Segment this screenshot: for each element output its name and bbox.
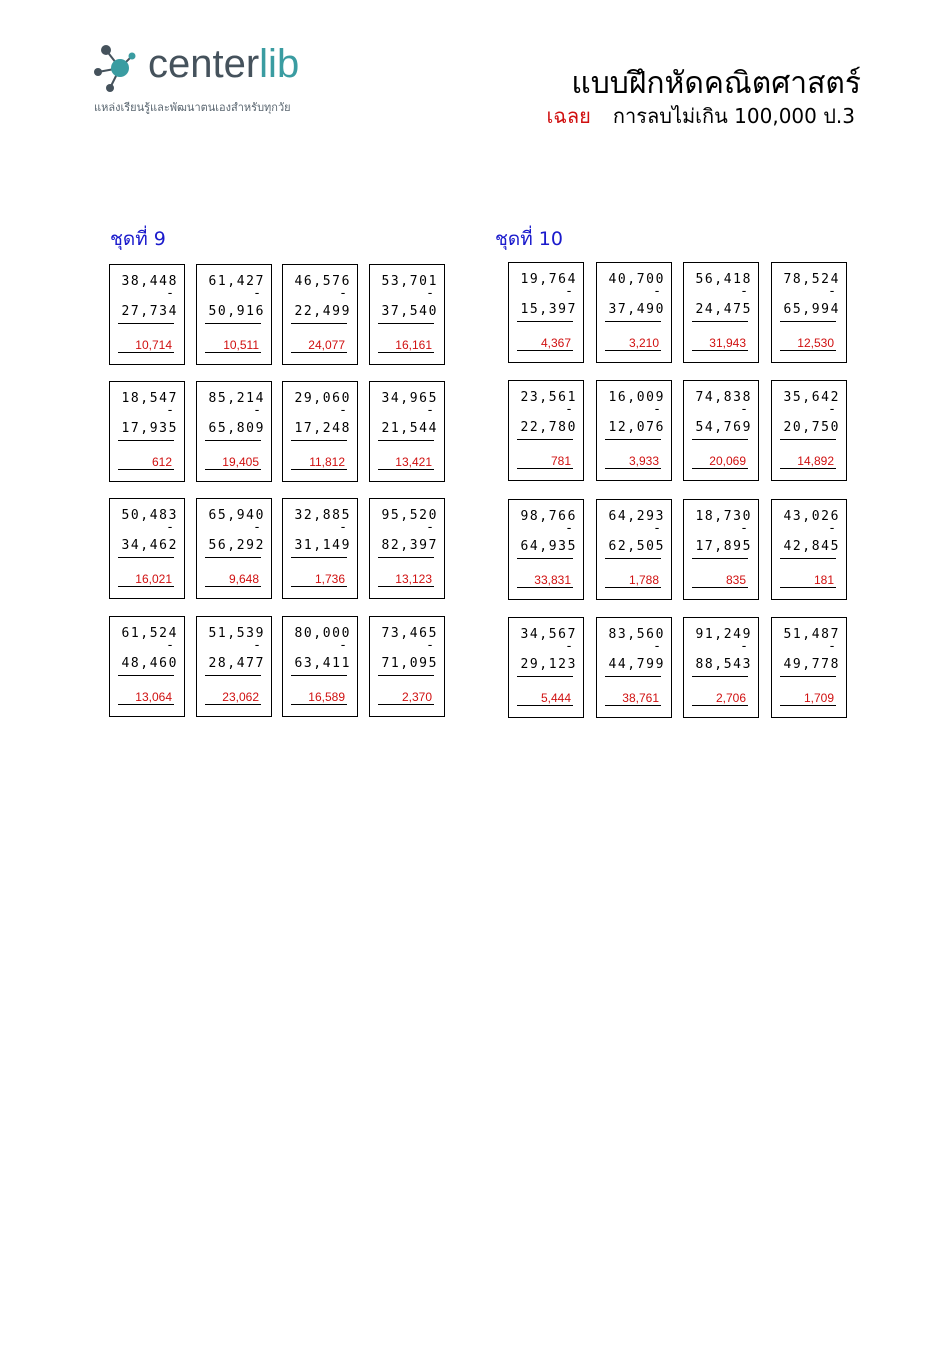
minuend: 19,764 [520, 272, 577, 287]
answer-underline [780, 468, 836, 469]
subtraction-problem-card [771, 499, 847, 600]
answer-underline [692, 587, 748, 588]
answer-value: 5,444 [540, 691, 571, 705]
subtraction-problem-card [508, 262, 584, 363]
answer-key-label: เฉลย [546, 104, 591, 128]
sum-line [291, 557, 347, 558]
sum-line [692, 676, 748, 677]
sum-line [692, 321, 748, 322]
molecule-logo-icon [92, 40, 148, 96]
minus-sign: - [653, 284, 661, 299]
sum-line [205, 557, 261, 558]
sum-line [605, 558, 661, 559]
answer-underline [780, 587, 836, 588]
logo-tagline: แหล่งเรียนรู้และพัฒนาตนเองสำหรับทุกวัย [94, 101, 291, 114]
worksheet-title: แบบฝึกหัดคณิตศาสตร์ [571, 66, 861, 101]
sum-line [517, 558, 573, 559]
minuend: 38,448 [121, 274, 178, 289]
subtraction-problem-card [109, 264, 185, 365]
minus-sign: - [339, 403, 347, 418]
answer-underline [118, 586, 174, 587]
sum-line [118, 440, 174, 441]
subtrahend: 56,292 [208, 538, 265, 553]
sum-line [118, 323, 174, 324]
minuend: 46,576 [294, 274, 351, 289]
subtrahend: 12,076 [608, 420, 665, 435]
subtrahend: 65,809 [208, 421, 265, 436]
answer-value: 4,367 [540, 336, 571, 350]
answer-underline [692, 705, 748, 706]
subtraction-problem-card [508, 617, 584, 718]
answer-underline [205, 704, 261, 705]
sum-line [517, 676, 573, 677]
answer-underline [378, 704, 434, 705]
subtraction-problem-card [109, 616, 185, 717]
answer-value: 19,405 [222, 455, 259, 469]
subtrahend: 28,477 [208, 656, 265, 671]
minus-sign: - [565, 639, 573, 654]
minus-sign: - [653, 639, 661, 654]
subtrahend: 15,397 [520, 302, 577, 317]
sum-line [378, 557, 434, 558]
subtraction-problem-card [771, 617, 847, 718]
subtrahend: 88,543 [695, 657, 752, 672]
subtrahend: 63,411 [294, 656, 351, 671]
minus-sign: - [166, 520, 174, 535]
answer-value: 33,831 [534, 573, 571, 587]
answer-value: 1,709 [803, 691, 834, 705]
answer-underline [517, 468, 573, 469]
sum-line [291, 323, 347, 324]
subtrahend: 50,916 [208, 304, 265, 319]
minuend: 85,214 [208, 391, 265, 406]
subtrahend: 17,248 [294, 421, 351, 436]
subtrahend: 37,490 [608, 302, 665, 317]
minuend: 53,701 [381, 274, 438, 289]
minuend: 65,940 [208, 508, 265, 523]
sum-line [692, 439, 748, 440]
minus-sign: - [339, 286, 347, 301]
subtraction-problem-card [683, 617, 759, 718]
minus-sign: - [253, 520, 261, 535]
set-9-label: ชุดที่ 9 [110, 228, 166, 250]
subtraction-problem-card [196, 616, 272, 717]
minuend: 32,885 [294, 508, 351, 523]
minus-sign: - [828, 521, 836, 536]
sum-line [378, 323, 434, 324]
minus-sign: - [166, 286, 174, 301]
answer-underline [291, 704, 347, 705]
minuend: 34,567 [520, 627, 577, 642]
minuend: 83,560 [608, 627, 665, 642]
sum-line [605, 321, 661, 322]
minus-sign: - [253, 638, 261, 653]
subtrahend: 17,935 [121, 421, 178, 436]
minuend: 51,487 [783, 627, 840, 642]
minus-sign: - [166, 403, 174, 418]
subtraction-problem-card [282, 381, 358, 482]
sum-line [692, 558, 748, 559]
answer-value: 13,123 [395, 572, 432, 586]
answer-underline [517, 705, 573, 706]
answer-value: 38,761 [622, 691, 659, 705]
minuend: 73,465 [381, 626, 438, 641]
answer-underline [517, 587, 573, 588]
answer-value: 10,511 [223, 338, 259, 352]
answer-underline [291, 586, 347, 587]
sum-line [517, 321, 573, 322]
subtrahend: 48,460 [121, 656, 178, 671]
subtrahend: 22,780 [520, 420, 577, 435]
minuend: 61,524 [121, 626, 178, 641]
minuend: 35,642 [783, 390, 840, 405]
answer-value: 16,021 [135, 572, 172, 586]
answer-value: 612 [151, 455, 172, 469]
minus-sign: - [565, 284, 573, 299]
minus-sign: - [740, 402, 748, 417]
answer-underline [378, 586, 434, 587]
subtrahend: 82,397 [381, 538, 438, 553]
answer-value: 2,370 [401, 690, 432, 704]
subtrahend: 34,462 [121, 538, 178, 553]
minus-sign: - [828, 639, 836, 654]
subtraction-problem-card [196, 381, 272, 482]
answer-underline [118, 352, 174, 353]
subtrahend: 17,895 [695, 539, 752, 554]
answer-underline [205, 469, 261, 470]
minus-sign: - [426, 286, 434, 301]
answer-value: 11,812 [309, 455, 345, 469]
sum-line [205, 323, 261, 324]
subtrahend: 29,123 [520, 657, 577, 672]
minus-sign: - [565, 402, 573, 417]
answer-underline [692, 468, 748, 469]
answer-value: 16,589 [308, 690, 345, 704]
answer-underline [291, 352, 347, 353]
minuend: 18,730 [695, 509, 752, 524]
minuend: 64,293 [608, 509, 665, 524]
answer-underline [605, 587, 661, 588]
subtraction-problem-card [369, 498, 445, 599]
minus-sign: - [426, 638, 434, 653]
subtrahend: 24,475 [695, 302, 752, 317]
subtraction-problem-card [596, 617, 672, 718]
answer-underline [605, 468, 661, 469]
subtraction-problem-card [369, 616, 445, 717]
subtraction-problem-card [282, 498, 358, 599]
minus-sign: - [426, 520, 434, 535]
answer-underline [205, 586, 261, 587]
subtraction-problem-card [369, 381, 445, 482]
subtrahend: 37,540 [381, 304, 438, 319]
answer-underline [118, 469, 174, 470]
logo-brand-lib: lib [259, 42, 300, 86]
minuend: 95,520 [381, 508, 438, 523]
minus-sign: - [166, 638, 174, 653]
subtrahend: 27,734 [121, 304, 178, 319]
worksheet-subtitle [546, 100, 855, 132]
subtraction-problem-card [508, 380, 584, 481]
minus-sign: - [653, 402, 661, 417]
subtrahend: 21,544 [381, 421, 438, 436]
answer-underline [605, 705, 661, 706]
answer-underline [378, 352, 434, 353]
minuend: 61,427 [208, 274, 265, 289]
subtraction-problem-card [109, 381, 185, 482]
answer-value: 835 [725, 573, 746, 587]
minuend: 16,009 [608, 390, 665, 405]
answer-value: 24,077 [308, 338, 345, 352]
minuend: 74,838 [695, 390, 752, 405]
subtraction-problem-card [596, 380, 672, 481]
minuend: 34,965 [381, 391, 438, 406]
answer-underline [780, 350, 836, 351]
sum-line [780, 321, 836, 322]
sum-line [118, 557, 174, 558]
subtrahend: 20,750 [783, 420, 840, 435]
sum-line [205, 440, 261, 441]
sum-line [378, 675, 434, 676]
minus-sign: - [339, 638, 347, 653]
answer-value: 14,892 [797, 454, 834, 468]
set-10-label: ชุดที่ 10 [495, 228, 563, 250]
subtraction-problem-card [196, 264, 272, 365]
minus-sign: - [253, 403, 261, 418]
answer-value: 3,210 [628, 336, 659, 350]
minus-sign: - [828, 402, 836, 417]
minuend: 23,561 [520, 390, 577, 405]
minuend: 80,000 [294, 626, 351, 641]
minus-sign: - [828, 284, 836, 299]
answer-value: 12,530 [797, 336, 834, 350]
subtrahend: 22,499 [294, 304, 351, 319]
subtraction-problem-card [771, 380, 847, 481]
answer-underline [291, 469, 347, 470]
minuend: 43,026 [783, 509, 840, 524]
answer-value: 31,943 [709, 336, 746, 350]
subtrahend: 49,778 [783, 657, 840, 672]
answer-value: 23,062 [222, 690, 259, 704]
sum-line [780, 439, 836, 440]
answer-value: 781 [550, 454, 571, 468]
minuend: 18,547 [121, 391, 178, 406]
minuend: 51,539 [208, 626, 265, 641]
sum-line [205, 675, 261, 676]
subtraction-problem-card [282, 264, 358, 365]
subtitle-text: การลบไม่เกิน 100,000 ป.3 [612, 104, 855, 128]
answer-underline [517, 350, 573, 351]
centerlib-logo [92, 40, 352, 120]
minus-sign: - [339, 520, 347, 535]
minus-sign: - [426, 403, 434, 418]
answer-value: 2,706 [715, 691, 746, 705]
logo-brand-center: center [148, 42, 260, 86]
subtrahend: 42,845 [783, 539, 840, 554]
subtraction-problem-card [109, 498, 185, 599]
subtrahend: 71,095 [381, 656, 438, 671]
minus-sign: - [740, 639, 748, 654]
minuend: 29,060 [294, 391, 351, 406]
subtraction-problem-card [683, 262, 759, 363]
subtrahend: 54,769 [695, 420, 752, 435]
answer-value: 16,161 [395, 338, 432, 352]
answer-underline [205, 352, 261, 353]
sum-line [291, 440, 347, 441]
sum-line [291, 675, 347, 676]
subtraction-problem-card [596, 262, 672, 363]
answer-underline [118, 704, 174, 705]
minus-sign: - [253, 286, 261, 301]
sum-line [517, 439, 573, 440]
sum-line [780, 676, 836, 677]
answer-value: 13,421 [395, 455, 432, 469]
answer-value: 1,788 [628, 573, 659, 587]
sum-line [780, 558, 836, 559]
minus-sign: - [740, 521, 748, 536]
sum-line [605, 676, 661, 677]
subtraction-problem-card [508, 499, 584, 600]
answer-underline [780, 705, 836, 706]
subtraction-problem-card [771, 262, 847, 363]
subtrahend: 65,994 [783, 302, 840, 317]
answer-value: 1,736 [314, 572, 345, 586]
sum-line [118, 675, 174, 676]
answer-value: 10,714 [135, 338, 172, 352]
answer-value: 20,069 [709, 454, 746, 468]
subtraction-problem-card [196, 498, 272, 599]
answer-value: 13,064 [135, 690, 172, 704]
sum-line [605, 439, 661, 440]
answer-value: 3,933 [628, 454, 659, 468]
minus-sign: - [740, 284, 748, 299]
subtraction-problem-card [683, 380, 759, 481]
minuend: 50,483 [121, 508, 178, 523]
subtrahend: 64,935 [520, 539, 577, 554]
subtrahend: 31,149 [294, 538, 351, 553]
subtraction-problem-card [596, 499, 672, 600]
subtraction-problem-card [683, 499, 759, 600]
answer-value: 9,648 [228, 572, 259, 586]
minus-sign: - [565, 521, 573, 536]
minus-sign: - [653, 521, 661, 536]
minuend: 91,249 [695, 627, 752, 642]
subtraction-problem-card [282, 616, 358, 717]
answer-underline [692, 350, 748, 351]
answer-underline [378, 469, 434, 470]
subtrahend: 62,505 [608, 539, 665, 554]
logo-wordmark [148, 44, 299, 84]
subtraction-problem-card [369, 264, 445, 365]
subtrahend: 44,799 [608, 657, 665, 672]
answer-value: 181 [813, 573, 834, 587]
sum-line [378, 440, 434, 441]
minuend: 98,766 [520, 509, 577, 524]
minuend: 78,524 [783, 272, 840, 287]
minuend: 40,700 [608, 272, 665, 287]
answer-underline [605, 350, 661, 351]
minuend: 56,418 [695, 272, 752, 287]
